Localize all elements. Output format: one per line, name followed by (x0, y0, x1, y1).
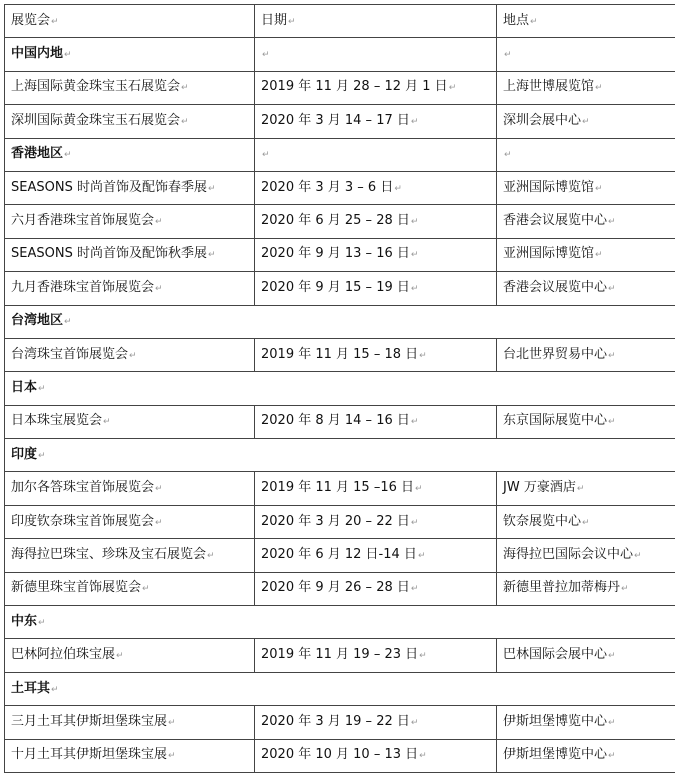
table-row (5, 539, 675, 572)
paragraph-mark-icon: ↵ (207, 250, 216, 261)
exhibition-name-cell (5, 105, 255, 138)
exhibition-date-cell (255, 338, 497, 371)
paragraph-mark-icon: ↵ (38, 383, 46, 394)
exhibition-date: 2020 年 3 月 14 – 17 日 (261, 112, 410, 128)
exhibition-venue-cell (497, 572, 675, 605)
region-title: 台湾地区 (11, 313, 64, 329)
paragraph-mark-icon: ↵ (608, 350, 616, 361)
paragraph-mark-icon: ↵ (64, 317, 72, 328)
table-row (5, 272, 675, 305)
paragraph-mark-icon: ↵ (38, 450, 46, 461)
exhibition-name-cell (5, 338, 255, 371)
exhibition-name-cell (5, 272, 255, 305)
exhibition-name: 台湾珠宝首饰展览会 (11, 346, 129, 362)
exhibition-venue-cell (497, 238, 675, 271)
table-row (5, 205, 675, 238)
exhibition-venue-cell (497, 505, 675, 538)
exhibition-date: 2020 年 9 月 15 – 19 日 (261, 279, 410, 295)
paragraph-mark-icon: ↵ (129, 350, 137, 361)
paragraph-mark-icon: ↵ (410, 217, 419, 228)
paragraph-mark-icon: ↵ (621, 584, 629, 595)
paragraph-mark-icon: ↵ (608, 217, 616, 228)
exhibition-name-cell (5, 572, 255, 605)
exhibition-name: 加尔各答珠宝首饰展览会 (11, 480, 155, 496)
exhibition-venue: 东京国际展览中心 (503, 413, 608, 429)
paragraph-mark-icon: ↵ (181, 116, 189, 127)
table-row (5, 105, 675, 138)
exhibition-venue: 香港会议展览中心 (503, 213, 608, 229)
exhibition-date-cell (255, 505, 497, 538)
paragraph-mark-icon: ↵ (155, 217, 163, 228)
header-row (5, 5, 675, 38)
region-venue-cell (497, 138, 675, 171)
paragraph-mark-icon: ↵ (419, 751, 427, 762)
paragraph-mark-icon: ↵ (51, 16, 59, 27)
region-cell (5, 672, 675, 705)
region-venue-cell (497, 38, 675, 71)
paragraph-mark-icon: ↵ (262, 150, 270, 161)
region-cell (5, 305, 675, 338)
exhibition-date-cell (255, 105, 497, 138)
exhibition-name: 新德里珠宝首饰展览会 (11, 580, 142, 596)
paragraph-mark-icon: ↵ (417, 550, 426, 561)
paragraph-mark-icon: ↵ (595, 183, 603, 194)
exhibition-venue-cell (497, 105, 675, 138)
exhibition-date-cell (255, 572, 497, 605)
table-row (5, 572, 675, 605)
table-row (5, 71, 675, 104)
exhibition-date: 2019 年 11 月 15 –16 日 (261, 480, 415, 496)
exhibition-date-cell (255, 238, 497, 271)
exhibition-name: 六月香港珠宝首饰展览会 (11, 213, 155, 229)
exhibition-date: 2020 年 8 月 14 – 16 日 (261, 413, 410, 429)
region-cell (5, 38, 255, 71)
paragraph-mark-icon: ↵ (116, 651, 124, 662)
exhibition-venue-cell (497, 539, 675, 572)
paragraph-mark-icon: ↵ (595, 250, 603, 261)
paragraph-mark-icon: ↵ (410, 517, 419, 528)
region-row (5, 606, 675, 639)
exhibition-date: 2020 年 3 月 3 – 6 日 (261, 179, 394, 195)
paragraph-mark-icon: ↵ (608, 283, 616, 294)
exhibition-name: SEASONS 时尚首饰及配饰秋季展 (11, 246, 207, 262)
region-title: 中国内地 (11, 46, 64, 62)
table-row (5, 405, 675, 438)
exhibition-date: 2020 年 6 月 12 日-14 日 (261, 546, 417, 562)
region-title: 土耳其 (11, 680, 51, 696)
paragraph-mark-icon: ↵ (410, 584, 419, 595)
exhibition-name-cell (5, 472, 255, 505)
paragraph-mark-icon: ↵ (504, 150, 512, 161)
exhibition-venue: 海得拉巴国际会议中心 (503, 546, 634, 562)
exhibition-venue: JW 万豪酒店 (503, 480, 576, 496)
exhibition-name-cell (5, 71, 255, 104)
paragraph-mark-icon: ↵ (410, 417, 419, 428)
exhibition-date-cell (255, 539, 497, 572)
exhibition-name: 巴林阿拉伯珠宝展 (11, 647, 116, 663)
paragraph-mark-icon: ↵ (168, 751, 176, 762)
table-row (5, 739, 675, 772)
exhibition-name: SEASONS 时尚首饰及配饰春季展 (11, 179, 207, 195)
exhibition-name: 三月土耳其伊斯坦堡珠宝展 (11, 713, 168, 729)
exhibition-name: 九月香港珠宝首饰展览会 (11, 279, 155, 295)
paragraph-mark-icon: ↵ (608, 417, 616, 428)
exhibition-venue-cell (497, 71, 675, 104)
exhibition-venue-cell (497, 706, 675, 739)
exhibition-venue: 伊斯坦堡博览中心 (503, 713, 608, 729)
paragraph-mark-icon: ↵ (415, 484, 423, 495)
exhibition-venue: 深圳会展中心 (503, 112, 582, 128)
paragraph-mark-icon: ↵ (64, 50, 72, 61)
region-row (5, 305, 675, 338)
exhibition-venue-cell (497, 205, 675, 238)
paragraph-mark-icon: ↵ (582, 116, 590, 127)
paragraph-mark-icon: ↵ (103, 417, 111, 428)
exhibition-date: 2019 年 11 月 15 – 18 日 (261, 346, 419, 362)
table-body (5, 5, 675, 773)
exhibition-venue-cell (497, 171, 675, 204)
exhibition-date-cell (255, 71, 497, 104)
region-row (5, 38, 675, 71)
paragraph-mark-icon: ↵ (608, 717, 616, 728)
exhibition-venue: 亚洲国际博览馆 (503, 179, 595, 195)
table-row (5, 706, 675, 739)
exhibition-venue-cell (497, 338, 675, 371)
exhibition-venue: 香港会议展览中心 (503, 279, 608, 295)
exhibition-name: 印度钦奈珠宝首饰展览会 (11, 513, 155, 529)
exhibition-venue: 亚洲国际博览馆 (503, 246, 595, 262)
exhibition-date-cell (255, 205, 497, 238)
paragraph-mark-icon: ↵ (142, 584, 150, 595)
paragraph-mark-icon: ↵ (419, 350, 427, 361)
paragraph-mark-icon: ↵ (608, 651, 616, 662)
header-cell-exhibition (5, 5, 255, 38)
paragraph-mark-icon: ↵ (181, 83, 189, 94)
exhibition-name-cell (5, 706, 255, 739)
region-cell (5, 372, 675, 405)
exhibition-date: 2020 年 10 月 10 – 13 日 (261, 747, 419, 763)
exhibition-date: 2020 年 9 月 13 – 16 日 (261, 246, 410, 262)
table-row (5, 505, 675, 538)
paragraph-mark-icon: ↵ (530, 16, 538, 27)
table-row (5, 472, 675, 505)
region-row (5, 439, 675, 472)
exhibition-date: 2020 年 3 月 20 – 22 日 (261, 513, 410, 529)
header-cell-venue (497, 5, 675, 38)
exhibition-date: 2019 年 11 月 19 – 23 日 (261, 647, 419, 663)
region-cell (5, 606, 675, 639)
exhibition-name-cell (5, 405, 255, 438)
exhibition-date: 2020 年 6 月 25 – 28 日 (261, 213, 410, 229)
exhibition-name: 海得拉巴珠宝、珍珠及宝石展览会 (11, 546, 207, 562)
region-title: 中东 (11, 613, 38, 629)
exhibition-date: 2020 年 9 月 26 – 28 日 (261, 580, 410, 596)
paragraph-mark-icon: ↵ (410, 283, 419, 294)
exhibition-name-cell (5, 539, 255, 572)
exhibition-venue-cell (497, 405, 675, 438)
region-row (5, 672, 675, 705)
paragraph-mark-icon: ↵ (448, 83, 457, 94)
paragraph-mark-icon: ↵ (582, 517, 590, 528)
exhibition-venue: 巴林国际会展中心 (503, 647, 608, 663)
table-row (5, 639, 675, 672)
paragraph-mark-icon: ↵ (410, 116, 419, 127)
paragraph-mark-icon: ↵ (155, 283, 163, 294)
paragraph-mark-icon: ↵ (419, 651, 427, 662)
region-row (5, 138, 675, 171)
exhibition-venue: 伊斯坦堡博览中心 (503, 747, 608, 763)
region-row (5, 372, 675, 405)
table-row (5, 171, 675, 204)
exhibition-name: 上海国际黄金珠宝玉石展览会 (11, 79, 181, 95)
region-cell (5, 138, 255, 171)
exhibition-name-cell (5, 639, 255, 672)
paragraph-mark-icon: ↵ (51, 684, 59, 695)
header-cell-date (255, 5, 497, 38)
exhibition-venue: 钦奈展览中心 (503, 513, 582, 529)
region-date-cell (255, 138, 497, 171)
table-row (5, 338, 675, 371)
exhibition-name-cell (5, 505, 255, 538)
paragraph-mark-icon: ↵ (634, 550, 642, 561)
region-title: 香港地区 (11, 146, 64, 162)
exhibition-name: 日本珠宝展览会 (11, 413, 103, 429)
exhibition-venue-cell (497, 739, 675, 772)
table-row (5, 238, 675, 271)
exhibition-date-cell (255, 272, 497, 305)
paragraph-mark-icon: ↵ (262, 50, 270, 61)
paragraph-mark-icon: ↵ (504, 50, 512, 61)
region-cell (5, 439, 675, 472)
exhibition-name-cell (5, 238, 255, 271)
paragraph-mark-icon: ↵ (394, 183, 402, 194)
exhibition-name-cell (5, 205, 255, 238)
exhibition-venue: 上海世博展览馆 (503, 79, 595, 95)
region-date-cell (255, 38, 497, 71)
paragraph-mark-icon: ↵ (288, 16, 296, 27)
paragraph-mark-icon: ↵ (410, 250, 419, 261)
paragraph-mark-icon: ↵ (576, 484, 585, 495)
paragraph-mark-icon: ↵ (207, 183, 216, 194)
paragraph-mark-icon: ↵ (155, 484, 163, 495)
header-venue-label: 地点 (503, 12, 530, 28)
exhibition-venue: 台北世界贸易中心 (503, 346, 608, 362)
paragraph-mark-icon: ↵ (207, 550, 215, 561)
exhibition-date-cell (255, 739, 497, 772)
paragraph-mark-icon: ↵ (38, 617, 46, 628)
header-date-label: 日期 (261, 12, 288, 28)
paragraph-mark-icon: ↵ (168, 717, 176, 728)
paragraph-mark-icon: ↵ (410, 717, 419, 728)
region-title: 日本 (11, 379, 38, 395)
paragraph-mark-icon: ↵ (608, 751, 616, 762)
exhibition-name: 深圳国际黄金珠宝玉石展览会 (11, 112, 181, 128)
exhibition-venue: 新德里普拉加蒂梅丹 (503, 580, 621, 596)
paragraph-mark-icon: ↵ (155, 517, 163, 528)
exhibition-date-cell (255, 472, 497, 505)
header-exhibition-label: 展览会 (11, 12, 51, 28)
exhibition-schedule-table (4, 4, 675, 773)
exhibition-venue-cell (497, 639, 675, 672)
exhibition-date-cell (255, 405, 497, 438)
exhibition-venue-cell (497, 272, 675, 305)
exhibition-venue-cell (497, 472, 675, 505)
paragraph-mark-icon: ↵ (64, 150, 72, 161)
exhibition-date-cell (255, 639, 497, 672)
exhibition-date-cell (255, 171, 497, 204)
paragraph-mark-icon: ↵ (595, 83, 603, 94)
region-title: 印度 (11, 446, 38, 462)
exhibition-date: 2019 年 11 月 28 – 12 月 1 日 (261, 79, 448, 95)
exhibition-name-cell (5, 171, 255, 204)
exhibition-date: 2020 年 3 月 19 – 22 日 (261, 713, 410, 729)
exhibition-name: 十月土耳其伊斯坦堡珠宝展 (11, 747, 168, 763)
exhibition-date-cell (255, 706, 497, 739)
exhibition-name-cell (5, 739, 255, 772)
